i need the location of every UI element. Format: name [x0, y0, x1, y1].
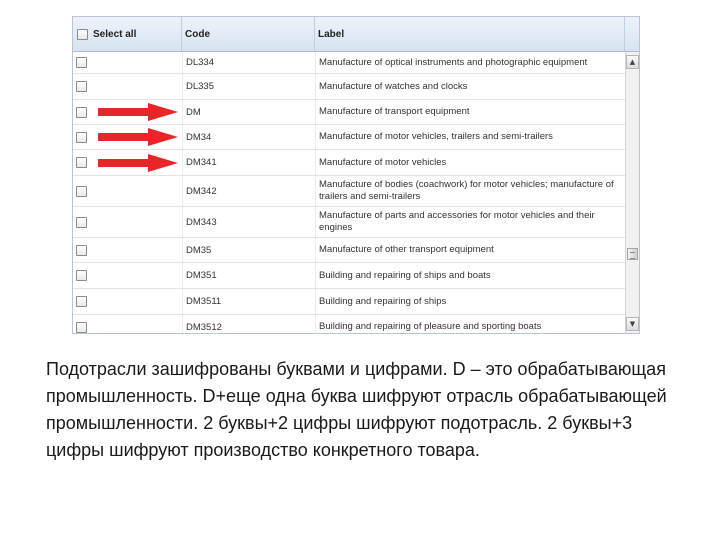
- table-row[interactable]: [73, 207, 625, 238]
- row-checkbox[interactable]: [76, 107, 87, 118]
- select-all-header: [73, 17, 182, 51]
- scroll-down-arrow-icon[interactable]: ▼: [626, 317, 639, 331]
- row-checkbox[interactable]: [76, 157, 87, 168]
- row-select-cell: [73, 315, 182, 334]
- label-cell: Manufacture of transport equipment: [315, 100, 625, 124]
- row-checkbox[interactable]: [76, 270, 87, 281]
- code-cell: DM3511: [182, 289, 315, 314]
- code-cell: DL334: [182, 52, 315, 73]
- red-arrow-icon: [98, 154, 178, 172]
- grid-header: [73, 17, 639, 52]
- row-select-cell: [73, 176, 182, 206]
- explanation-caption: Подотрасли зашифрованы буквами и цифрами. D – это обрабатывающая промышленность. D+еще одна буква шифруют отрасль обрабатывающей промышленности. 2 буквы+2 цифры шифруют подотрасль. 2 буквы+3 цифры шифруют производство конкретного товара.: [46, 359, 667, 460]
- table-row[interactable]: [73, 150, 625, 176]
- row-select-cell: [73, 289, 182, 314]
- classification-grid: [72, 16, 640, 334]
- code-column-header[interactable]: Code: [182, 17, 315, 51]
- code-cell: DM3512: [182, 315, 315, 334]
- row-checkbox[interactable]: [76, 57, 87, 68]
- code-cell: DM343: [182, 207, 315, 237]
- table-row[interactable]: [73, 315, 625, 334]
- label-cell: Manufacture of bodies (coachwork) for motor vehicles; manufacture of trailers and semi-trailers: [315, 176, 625, 206]
- row-checkbox[interactable]: [76, 81, 87, 92]
- label-cell: Building and repairing of pleasure and sporting boats: [315, 315, 625, 334]
- table-row[interactable]: [73, 74, 625, 100]
- label-cell: Manufacture of parts and accessories for motor vehicles and their engines: [315, 207, 625, 237]
- label-cell: Manufacture of watches and clocks: [315, 74, 625, 99]
- label-cell: Manufacture of other transport equipment: [315, 238, 625, 262]
- row-select-cell: [73, 74, 182, 99]
- red-arrow-icon: [98, 128, 178, 146]
- label-cell: Manufacture of motor vehicles, trailers and semi-trailers: [315, 125, 625, 149]
- grid-body: [73, 52, 625, 334]
- scroll-up-arrow-icon[interactable]: ▲: [626, 55, 639, 69]
- row-select-cell: [73, 263, 182, 288]
- select-all-checkbox[interactable]: [77, 29, 88, 40]
- table-row[interactable]: [73, 176, 625, 207]
- vertical-scrollbar[interactable]: [625, 52, 639, 333]
- code-cell: DM351: [182, 263, 315, 288]
- row-select-cell: [73, 125, 182, 149]
- row-select-cell: [73, 238, 182, 262]
- row-select-cell: [73, 52, 182, 73]
- red-arrow-icon: [98, 103, 178, 121]
- row-checkbox[interactable]: [76, 217, 87, 228]
- code-cell: DM341: [182, 150, 315, 175]
- table-row[interactable]: [73, 100, 625, 125]
- row-select-cell: [73, 150, 182, 175]
- table-row[interactable]: [73, 125, 625, 150]
- row-select-cell: [73, 207, 182, 237]
- table-row[interactable]: [73, 263, 625, 289]
- code-cell: DM: [182, 100, 315, 124]
- row-checkbox[interactable]: [76, 296, 87, 307]
- code-cell: DM34: [182, 125, 315, 149]
- label-cell: Building and repairing of ships: [315, 289, 625, 314]
- select-all-label: Select all: [93, 28, 137, 40]
- row-select-cell: [73, 100, 182, 124]
- row-checkbox[interactable]: [76, 132, 87, 143]
- row-checkbox[interactable]: [76, 322, 87, 333]
- label-cell: Manufacture of optical instruments and photographic equipment: [315, 52, 625, 73]
- scrollbar-thumb[interactable]: [627, 248, 638, 260]
- table-row[interactable]: [73, 238, 625, 263]
- table-row[interactable]: [73, 289, 625, 315]
- code-cell: DL335: [182, 74, 315, 99]
- label-cell: Manufacture of motor vehicles: [315, 150, 625, 175]
- row-checkbox[interactable]: [76, 245, 87, 256]
- label-cell: Building and repairing of ships and boats: [315, 263, 625, 288]
- label-column-header[interactable]: Label: [315, 17, 625, 51]
- table-row[interactable]: [73, 52, 625, 74]
- code-cell: DM35: [182, 238, 315, 262]
- row-checkbox[interactable]: [76, 186, 87, 197]
- code-cell: DM342: [182, 176, 315, 206]
